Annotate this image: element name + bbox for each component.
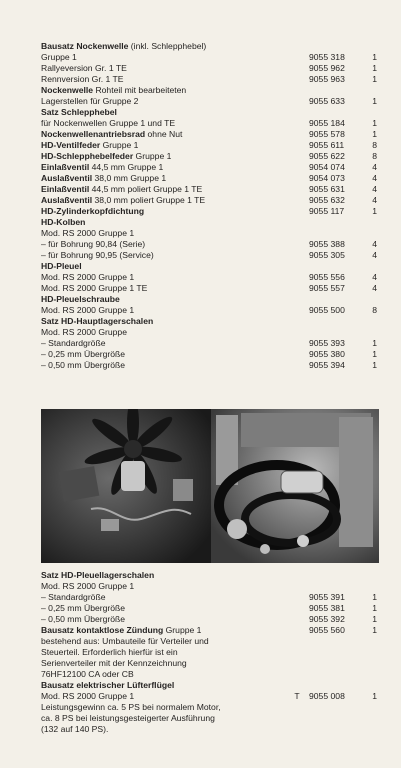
part-number: 9055 963 xyxy=(309,74,345,84)
list-item xyxy=(41,669,381,680)
part-number: 9055 008 xyxy=(309,691,345,701)
quantity: 4 xyxy=(372,184,377,194)
quantity: 1 xyxy=(372,603,377,613)
item-description xyxy=(41,195,205,206)
item-description xyxy=(41,41,206,52)
quantity: 1 xyxy=(372,338,377,348)
part-number: 9055 633 xyxy=(309,96,345,106)
quantity: 1 xyxy=(372,118,377,128)
list-item xyxy=(41,349,381,360)
list-item xyxy=(41,305,381,316)
item-name: – 0,50 mm Übergröße xyxy=(41,360,126,370)
quantity: 4 xyxy=(372,162,377,172)
item-description xyxy=(41,625,201,636)
item-description xyxy=(41,250,154,261)
item-name: Serienverteiler mit der Kennzeichnung xyxy=(41,658,187,668)
quantity: 1 xyxy=(372,129,377,139)
item-detail: (inkl. Schlepphebel) xyxy=(128,41,207,51)
item-description xyxy=(41,261,82,272)
item-description xyxy=(41,724,108,735)
list-item xyxy=(41,228,381,239)
list-item xyxy=(41,294,381,305)
item-name: Bausatz Nockenwelle xyxy=(41,41,129,51)
item-description xyxy=(41,107,117,118)
part-number: 9054 073 xyxy=(309,173,345,183)
item-description xyxy=(41,85,186,96)
quantity: 1 xyxy=(372,614,377,624)
item-name: HD-Ventilfeder xyxy=(41,140,101,150)
list-item xyxy=(41,250,381,261)
quantity: 4 xyxy=(372,283,377,293)
quantity: 1 xyxy=(372,74,377,84)
list-item xyxy=(41,702,381,713)
quantity: 8 xyxy=(372,140,377,150)
item-description xyxy=(41,349,125,360)
list-item xyxy=(41,603,381,614)
part-number: 9055 393 xyxy=(309,338,345,348)
item-description xyxy=(41,206,144,217)
item-name: Mod. RS 2000 Gruppe 1 xyxy=(41,228,135,238)
item-detail: Gruppe 1 xyxy=(100,140,139,150)
list-item xyxy=(41,217,381,228)
part-number: 9055 381 xyxy=(309,603,345,613)
item-description xyxy=(41,581,134,592)
item-description xyxy=(41,603,125,614)
list-item xyxy=(41,658,381,669)
part-number: 9054 074 xyxy=(309,162,345,172)
part-number: 9055 560 xyxy=(309,625,345,635)
quantity: 4 xyxy=(372,173,377,183)
item-description xyxy=(41,129,182,140)
quantity: 1 xyxy=(372,691,377,701)
item-name: HD-Kolben xyxy=(41,217,86,227)
item-name: HD-Pleuelschraube xyxy=(41,294,120,304)
item-description xyxy=(41,272,134,283)
list-item xyxy=(41,96,381,107)
item-name: Lagerstellen für Gruppe 2 xyxy=(41,96,139,106)
list-item xyxy=(41,592,381,603)
item-name: Mod. RS 2000 Gruppe 1 xyxy=(41,581,135,591)
fan-and-oil-cooler-image xyxy=(41,409,379,563)
item-description xyxy=(41,316,153,327)
item-name: Bausatz elektrischer Lüfterflügel xyxy=(41,680,175,690)
item-name: – 0,25 mm Übergröße xyxy=(41,603,126,613)
list-item xyxy=(41,129,381,140)
quantity: 1 xyxy=(372,63,377,73)
part-number: 9055 500 xyxy=(309,305,345,315)
list-item xyxy=(41,570,381,581)
list-item xyxy=(41,283,381,294)
list-item xyxy=(41,184,381,195)
list-item xyxy=(41,41,381,52)
item-name: Einlaßventil xyxy=(41,162,90,172)
list-item xyxy=(41,107,381,118)
item-description xyxy=(41,162,163,173)
item-description xyxy=(41,636,209,647)
item-description xyxy=(41,151,171,162)
item-description xyxy=(41,713,215,724)
list-item xyxy=(41,140,381,151)
list-item xyxy=(41,151,381,162)
part-number: 9055 305 xyxy=(309,250,345,260)
item-name: Nockenwelle xyxy=(41,85,94,95)
item-description xyxy=(41,360,125,371)
product-photo xyxy=(41,409,379,563)
item-name: Satz Schlepphebel xyxy=(41,107,117,117)
item-description xyxy=(41,338,106,349)
list-item xyxy=(41,52,381,63)
list-item xyxy=(41,74,381,85)
list-item xyxy=(41,327,381,338)
item-description xyxy=(41,74,123,85)
item-description xyxy=(41,217,85,228)
item-name: Nockenwellenantriebsrad xyxy=(41,129,146,139)
item-description xyxy=(41,570,154,581)
item-name: für Nockenwellen Gruppe 1 und TE xyxy=(41,118,176,128)
item-name: – 0,25 mm Übergröße xyxy=(41,349,126,359)
part-number: 9055 632 xyxy=(309,195,345,205)
list-item xyxy=(41,63,381,74)
item-description xyxy=(41,283,147,294)
list-item xyxy=(41,647,381,658)
quantity: 1 xyxy=(372,592,377,602)
quantity: 1 xyxy=(372,96,377,106)
list-item xyxy=(41,85,381,96)
item-description xyxy=(41,305,134,316)
part-number: 9055 557 xyxy=(309,283,345,293)
list-item xyxy=(41,581,381,592)
list-item xyxy=(41,195,381,206)
item-description xyxy=(41,592,106,603)
item-name: HD-Schlepphebelfeder xyxy=(41,151,134,161)
item-description xyxy=(41,614,125,625)
item-detail: Gruppe 1 xyxy=(163,625,202,635)
part-number: 9055 394 xyxy=(309,360,345,370)
list-item xyxy=(41,118,381,129)
list-item xyxy=(41,713,381,724)
item-name: – Standardgröße xyxy=(41,592,106,602)
item-detail: 44,5 mm Gruppe 1 xyxy=(89,162,164,172)
quantity: 8 xyxy=(372,151,377,161)
list-item xyxy=(41,272,381,283)
list-item xyxy=(41,614,381,625)
part-number: 9055 631 xyxy=(309,184,345,194)
item-description xyxy=(41,702,221,713)
list-item xyxy=(41,316,381,327)
item-description xyxy=(41,669,134,680)
item-name: – für Bohrung 90,84 (Serie) xyxy=(41,239,146,249)
item-name: bestehend aus: Umbauteile für Verteiler und xyxy=(41,636,209,646)
item-mark: T xyxy=(294,691,300,701)
item-name: HD-Zylinderkopfdichtung xyxy=(41,206,145,216)
item-description xyxy=(41,294,120,305)
item-name: – für Bohrung 90,95 (Service) xyxy=(41,250,154,260)
item-description xyxy=(41,96,138,107)
item-description xyxy=(41,647,178,658)
quantity: 4 xyxy=(372,239,377,249)
part-number: 9055 318 xyxy=(309,52,345,62)
list-item xyxy=(41,680,381,691)
item-name: Auslaßventil xyxy=(41,173,93,183)
quantity: 1 xyxy=(372,625,377,635)
part-number: 9055 611 xyxy=(309,140,345,150)
quantity: 4 xyxy=(372,250,377,260)
item-description xyxy=(41,691,134,702)
item-name: Auslaßventil xyxy=(41,195,93,205)
item-name: – Standardgröße xyxy=(41,338,106,348)
part-number: 9055 391 xyxy=(309,592,345,602)
item-detail: Gruppe 1 xyxy=(133,151,172,161)
item-name: Satz HD-Hauptlagerschalen xyxy=(41,316,154,326)
item-name: Satz HD-Pleuellagerschalen xyxy=(41,570,155,580)
list-item xyxy=(41,162,381,173)
item-name: Steuerteil. Erforderlich hierfür ist ein xyxy=(41,647,178,657)
item-name: Einlaßventil xyxy=(41,184,90,194)
item-name: 76HF12100 CA oder CB xyxy=(41,669,134,679)
item-description xyxy=(41,327,127,338)
item-detail: ohne Nut xyxy=(145,129,183,139)
quantity: 1 xyxy=(372,52,377,62)
quantity: 4 xyxy=(372,195,377,205)
item-name: Bausatz kontaktlose Zündung xyxy=(41,625,164,635)
item-description xyxy=(41,680,174,691)
item-description xyxy=(41,118,175,129)
part-number: 9055 184 xyxy=(309,118,345,128)
list-item xyxy=(41,625,381,636)
part-number: 9055 380 xyxy=(309,349,345,359)
item-detail: 38,0 mm Gruppe 1 xyxy=(92,173,167,183)
item-description xyxy=(41,140,138,151)
part-number: 9055 556 xyxy=(309,272,345,282)
item-name: HD-Pleuel xyxy=(41,261,82,271)
list-item xyxy=(41,173,381,184)
item-name: (132 auf 140 PS). xyxy=(41,724,109,734)
list-item xyxy=(41,239,381,250)
item-name: Leistungsgewinn ca. 5 PS bei normalem Motor, xyxy=(41,702,221,712)
item-description xyxy=(41,239,145,250)
list-item xyxy=(41,206,381,217)
item-description xyxy=(41,63,127,74)
item-description xyxy=(41,658,187,669)
list-item xyxy=(41,724,381,735)
item-name: Mod. RS 2000 Gruppe 1 xyxy=(41,305,135,315)
item-name: – 0,50 mm Übergröße xyxy=(41,614,126,624)
item-name: Mod. RS 2000 Gruppe 1 TE xyxy=(41,283,148,293)
part-number: 9055 962 xyxy=(309,63,345,73)
item-name: Mod. RS 2000 Gruppe 1 xyxy=(41,272,135,282)
item-description xyxy=(41,228,134,239)
list-item xyxy=(41,636,381,647)
quantity: 1 xyxy=(372,206,377,216)
part-number: 9055 388 xyxy=(309,239,345,249)
quantity: 8 xyxy=(372,305,377,315)
item-detail: 44,5 mm poliert Gruppe 1 TE xyxy=(89,184,203,194)
item-description xyxy=(41,173,166,184)
part-number: 9055 117 xyxy=(309,206,345,216)
item-name: Rallyeversion Gr. 1 TE xyxy=(41,63,127,73)
part-number: 9055 622 xyxy=(309,151,345,161)
item-name: Mod. RS 2000 Gruppe xyxy=(41,327,127,337)
item-name: ca. 8 PS bei leistungsgesteigerter Ausführung xyxy=(41,713,215,723)
quantity: 4 xyxy=(372,272,377,282)
list-item xyxy=(41,360,381,371)
quantity: 1 xyxy=(372,349,377,359)
list-item xyxy=(41,338,381,349)
part-number: 9055 578 xyxy=(309,129,345,139)
list-item xyxy=(41,691,381,702)
item-detail: 38,0 mm poliert Gruppe 1 TE xyxy=(92,195,206,205)
quantity: 1 xyxy=(372,360,377,370)
list-item xyxy=(41,261,381,272)
item-name: Gruppe 1 xyxy=(41,52,77,62)
item-description xyxy=(41,184,202,195)
item-name: Rennversion Gr. 1 TE xyxy=(41,74,124,84)
item-name: Mod. RS 2000 Gruppe 1 xyxy=(41,691,135,701)
item-description xyxy=(41,52,77,63)
item-detail: Rohteil mit bearbeiteten xyxy=(93,85,187,95)
part-number: 9055 392 xyxy=(309,614,345,624)
